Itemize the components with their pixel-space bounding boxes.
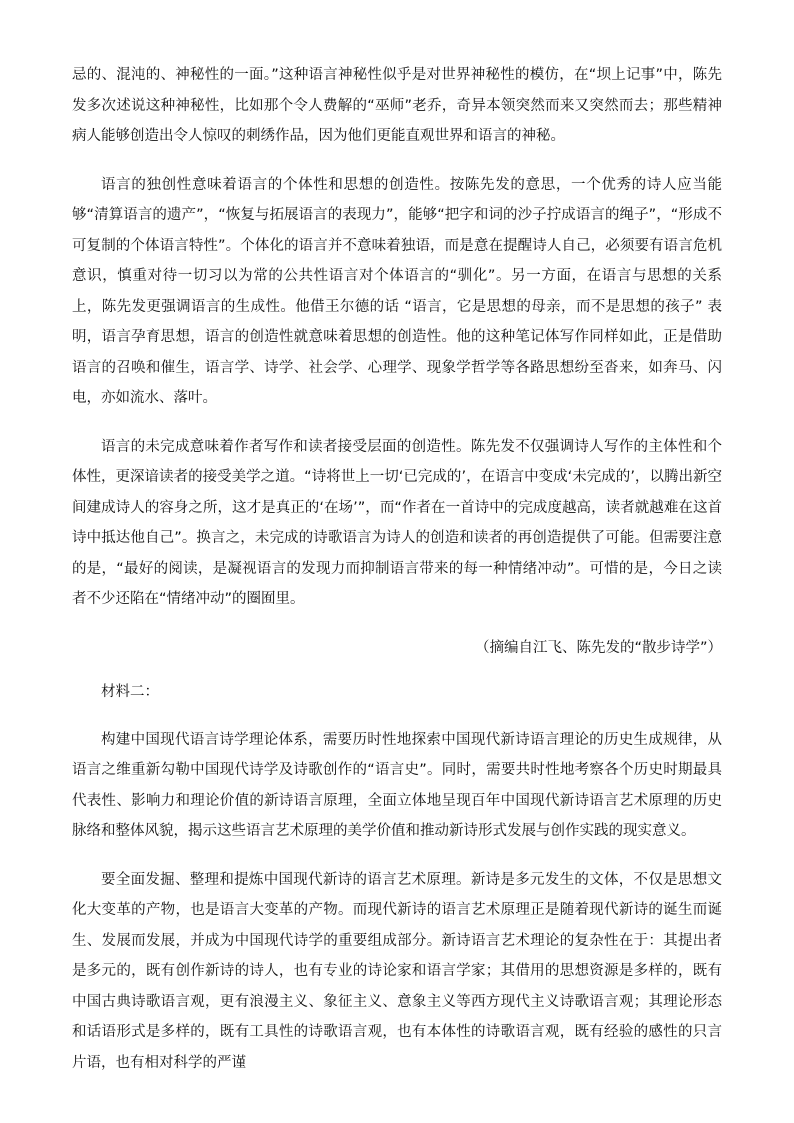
document-page xyxy=(72,60,722,1078)
paragraph-language-art: 要全面发掘、整理和提炼中国现代新诗的语言艺术原理。新诗是多元发生的文体，不仅是思想文化大变革的产物，也是语言大变革的产物。而现代新诗的语言艺术原理正是随着现代新诗的诞生而诞生、发展而发展，并成为中国现代诗学的重要组成部分。新诗语言艺术理论的复杂性在于：其提出者是多元的，既有创作新诗的诗人，也有专业的诗论家和语言学家；其借用的思想资源是多样的，既有中国古典诗歌语言观，更有浪漫主义、象征主义、意象主义等西方现代主义诗歌语言观；其理论形态和话语形式是多样的，既有工具性的诗歌语言观，也有本体性的诗歌语言观，既有经验的感性的只言片语，也有相对科学的严谨 xyxy=(72,871,722,1071)
paragraph-continuation: 忌的、混沌的、神秘性的一面。”这种语言神秘性似乎是对世界神秘性的模仿，在“坝上记事”中，陈先发多次述说这种神秘性，比如那个令人费解的“巫师”老乔，奇异本领突然而来又突然而去；那些精神病人能够创造出令人惊叹的刺绣作品，因为他们更能直观世界和语言的神秘。 xyxy=(72,67,722,144)
paragraph-originality: 语言的独创性意味着语言的个体性和思想的创造性。按陈先发的意思，一个优秀的诗人应当能够“清算语言的遗产”，“恢复与拓展语言的表现力”，能够“把字和词的沙子拧成语言的绳子”，“形成不可复制的个体语言特性”。个体化的语言并不意味着独语，而是意在提醒诗人自己，必须要有语言危机意识，慎重对待一切习以为常的公共性语言对个体语言的“驯化”。另一方面，在语言与思想的关系上，陈先发更强调语言的生成性。他借王尔德的话 “语言，它是思想的母亲，而不是思想的孩子” 表明，语言孕育思想，语言的创造性就意味着思想的创造性。他的这种笔记体写作同样如此，正是借助语言的召唤和催生，语言学、诗学、社会学、心理学、现象学哲学等各路思想纷至沓来，如奔马、闪电，亦如流水、落叶。 xyxy=(72,176,722,406)
paragraph-theory-system: 构建中国现代语言诗学理论体系，需要历时性地探索中国现代新诗语言理论的历史生成规律，从语言之维重新勾勒中国现代诗学及诗歌创作的“语言史”。同时，需要共时性地考察各个历史时期最具代表性、影响力和理论价值的新诗语言原理，全面立体地呈现百年中国现代新诗语言艺术原理的历史脉络和整体风貌，揭示这些语言艺术原理的美学价值和推动新诗形式发展与创作实践的现实意义。 xyxy=(72,731,722,839)
paragraph-incompleteness: 语言的未完成意味着作者写作和读者接受层面的创造性。陈先发不仅强调诗人写作的主体性和个体性，更深谙读者的接受美学之道。“诗将世上一切‘已完成的’，在语言中变成‘未完成的’，以腾出新空间建成诗人的容身之所，这才是真正的‘在场’”，而“作者在一首诗中的完成度越高，读者就越难在这首诗中抵达他自己”。换言之，未完成的诗歌语言为诗人的创造和读者的再创造提供了可能。但需要注意的是，“最好的阅读，是凝视语言的发现力而抑制语言带来的每一种情绪冲动”。可惜的是，今日之读者不少还陷在“情绪冲动”的圈囿里。 xyxy=(72,438,722,607)
material-two-label: 材料二： xyxy=(101,683,159,700)
source-citation: （摘编自江飞、陈先发的“散步诗学”） xyxy=(474,639,722,656)
